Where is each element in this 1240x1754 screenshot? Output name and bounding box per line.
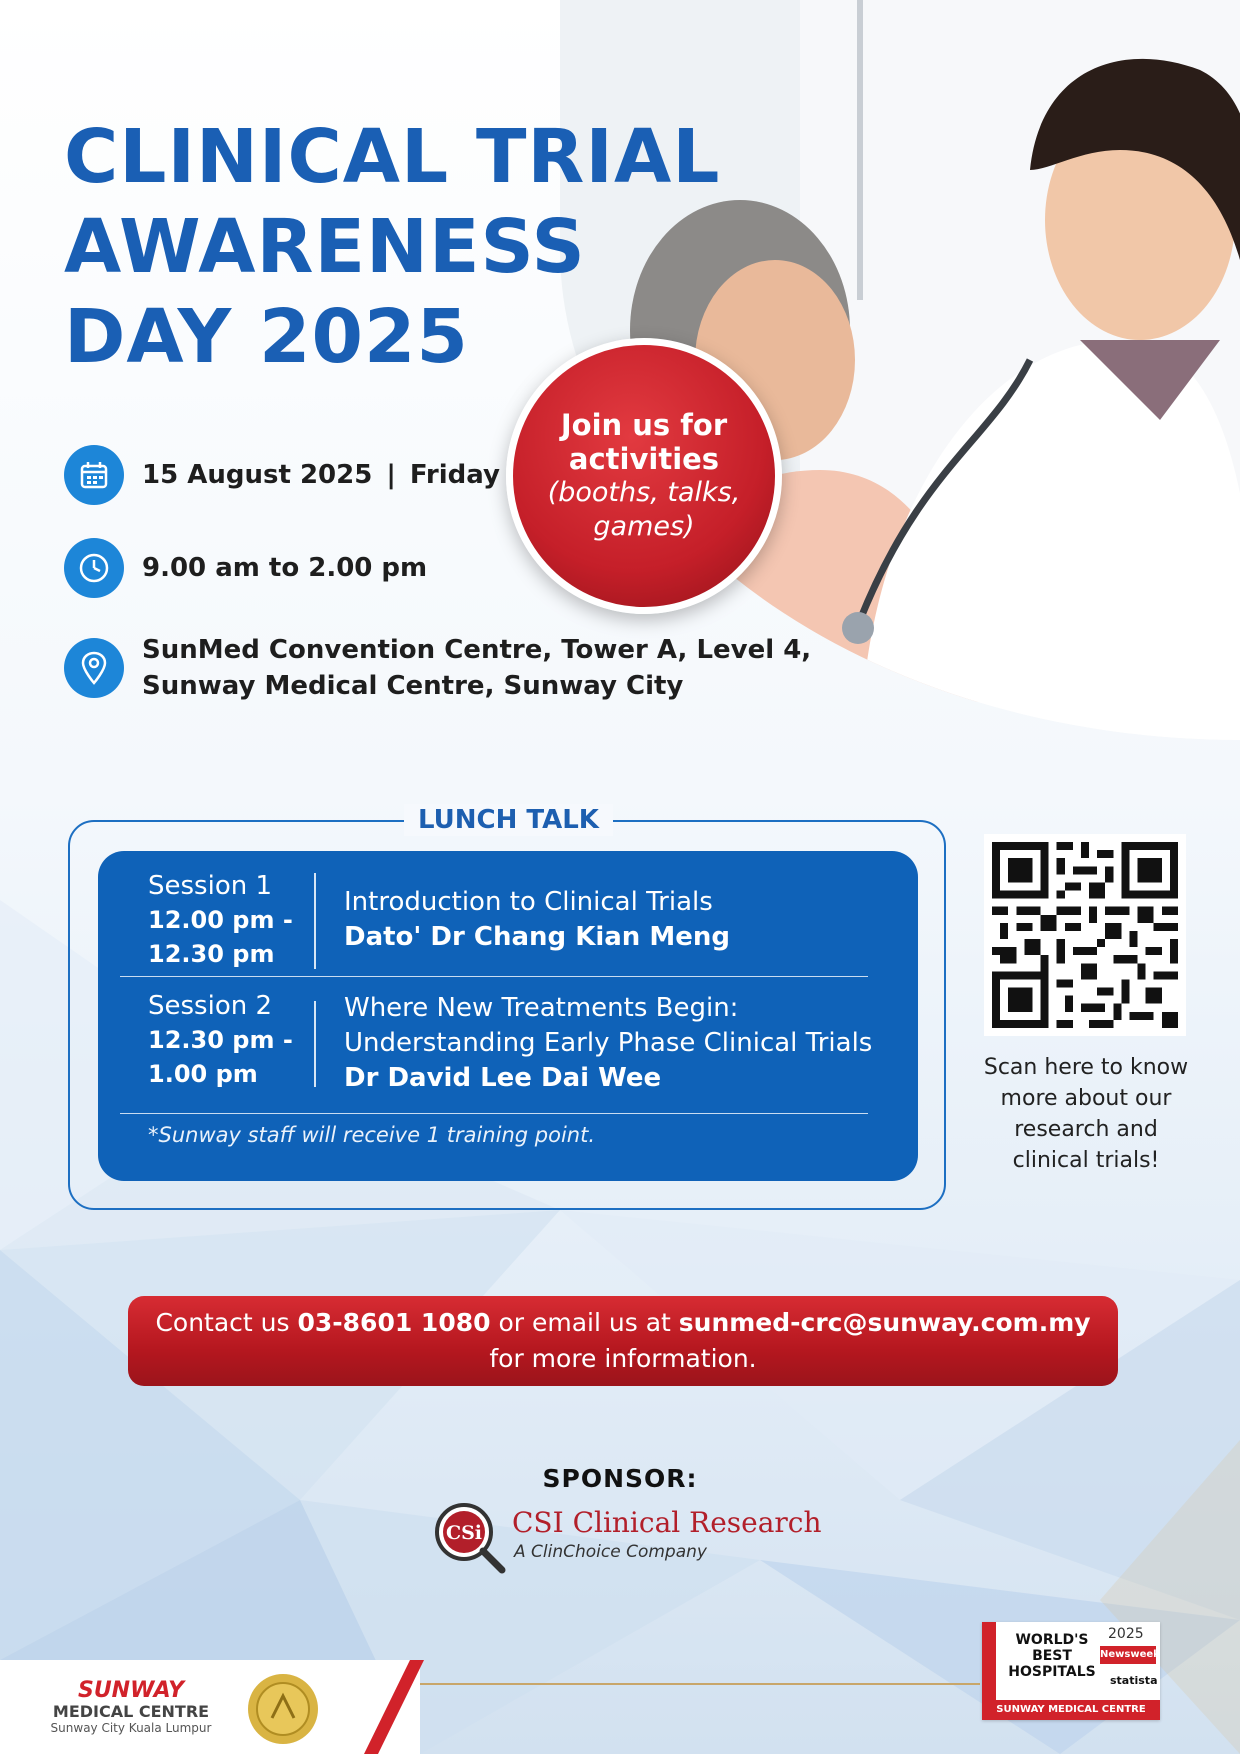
- day-text: Friday: [409, 460, 500, 490]
- badge-line: (booths, talks,: [547, 477, 741, 508]
- badge-line: Join us for: [560, 408, 728, 442]
- logo-line: Sunway City Kuala Lumpur: [50, 1721, 212, 1735]
- contact-phone[interactable]: 03-8601 1080: [297, 1308, 491, 1337]
- qr-caption-line: more about our: [1000, 1086, 1172, 1111]
- award-publisher: Newsweek: [1100, 1646, 1156, 1664]
- row-divider: [120, 976, 868, 977]
- magnifier-icon: [432, 1500, 508, 1576]
- date-text: 15 August 2025: [142, 460, 373, 490]
- training-point-note: *Sunway staff will receive 1 training point.: [148, 1123, 595, 1147]
- talk-title: Understanding Early Phase Clinical Trials: [344, 1028, 873, 1058]
- gold-divider: [420, 1683, 980, 1685]
- qr-code-icon: [984, 834, 1186, 1036]
- location-pin-icon: [64, 638, 124, 698]
- award-year: 2025: [1108, 1626, 1144, 1642]
- badge-line: activities: [568, 442, 720, 476]
- award-partner: statista: [1110, 1674, 1158, 1687]
- contact-prefix: Contact us: [155, 1308, 290, 1337]
- event-time: 9.00 am to 2.00 pm: [142, 553, 428, 583]
- award-stars: [982, 1622, 996, 1700]
- page-title: [64, 112, 824, 382]
- contact-email[interactable]: sunmed-crc@sunway.com.my: [678, 1308, 1091, 1337]
- contact-banner: [128, 1296, 1118, 1386]
- join-activities-badge: [506, 338, 782, 614]
- contact-suffix: for more information.: [489, 1344, 757, 1373]
- award-title-line: BEST: [1032, 1648, 1072, 1664]
- event-venue: [142, 632, 811, 704]
- talk-title: Introduction to Clinical Trials: [344, 887, 713, 917]
- talk-title: Where New Treatments Begin:: [344, 993, 739, 1023]
- event-date: [142, 457, 500, 493]
- row-divider: [120, 1113, 868, 1114]
- qr-code[interactable]: [984, 834, 1186, 1036]
- talk-details: [344, 885, 730, 955]
- award-title: [1004, 1632, 1100, 1680]
- calendar-icon: [64, 445, 124, 505]
- footer-red-slash: [364, 1660, 424, 1754]
- qr-caption-line: clinical trials!: [1012, 1148, 1160, 1173]
- session-end: 12.30 pm: [148, 940, 275, 968]
- date-row: [64, 445, 500, 505]
- session-time: [148, 989, 293, 1091]
- session-label: Session 1: [148, 871, 273, 901]
- award-title-line: HOSPITALS: [1008, 1664, 1096, 1680]
- sponsor-label: SPONSOR:: [542, 1464, 698, 1493]
- session-divider: [314, 873, 316, 969]
- sponsor-logo-text: CSi: [445, 1522, 483, 1544]
- sunway-logo: [46, 1680, 216, 1736]
- session-start: 12.30 pm -: [148, 1026, 293, 1054]
- lunch-talk-heading: LUNCH TALK: [404, 804, 613, 836]
- sponsor-name: CSI Clinical Research: [512, 1506, 822, 1539]
- title-line: AWARENESS: [64, 204, 586, 290]
- venue-line: SunMed Convention Centre, Tower A, Level 4,: [142, 635, 812, 665]
- worlds-best-hospitals-badge: [982, 1622, 1160, 1720]
- badge-line: games): [593, 511, 695, 542]
- award-title-line: WORLD'S: [1015, 1632, 1089, 1648]
- time-row: [64, 538, 427, 598]
- lunch-talk-card: [98, 851, 918, 1181]
- award-band: SUNWAY MEDICAL CENTRE: [982, 1700, 1160, 1720]
- contact-middle: or email us at: [498, 1308, 671, 1337]
- session-label: Session 2: [148, 991, 273, 1021]
- accreditation-seal-icon: [246, 1672, 320, 1746]
- logo-line: SUNWAY: [77, 1678, 185, 1703]
- talk-speaker: Dr David Lee Dai Wee: [344, 1063, 662, 1093]
- sponsor-logo: [432, 1500, 852, 1572]
- qr-caption: [964, 1052, 1208, 1176]
- qr-caption-line: Scan here to know: [983, 1055, 1189, 1080]
- session-end: 1.00 pm: [148, 1060, 258, 1088]
- session-divider: [314, 1001, 316, 1087]
- talk-speaker: Dato' Dr Chang Kian Meng: [344, 922, 730, 952]
- venue-line: Sunway Medical Centre, Sunway City: [142, 671, 684, 701]
- venue-row: [64, 632, 811, 704]
- logo-line: MEDICAL CENTRE: [52, 1702, 210, 1721]
- session-time: [148, 869, 293, 971]
- session-start: 12.00 pm -: [148, 906, 293, 934]
- title-line: CLINICAL TRIAL: [64, 114, 721, 200]
- qr-caption-line: research and: [1014, 1117, 1158, 1142]
- talk-details: [344, 991, 872, 1096]
- clock-icon: [64, 538, 124, 598]
- sponsor-tagline: A ClinChoice Company: [514, 1542, 707, 1562]
- contact-line: [128, 1305, 1118, 1341]
- date-separator: |: [386, 460, 396, 490]
- title-line: DAY 2025: [64, 294, 469, 380]
